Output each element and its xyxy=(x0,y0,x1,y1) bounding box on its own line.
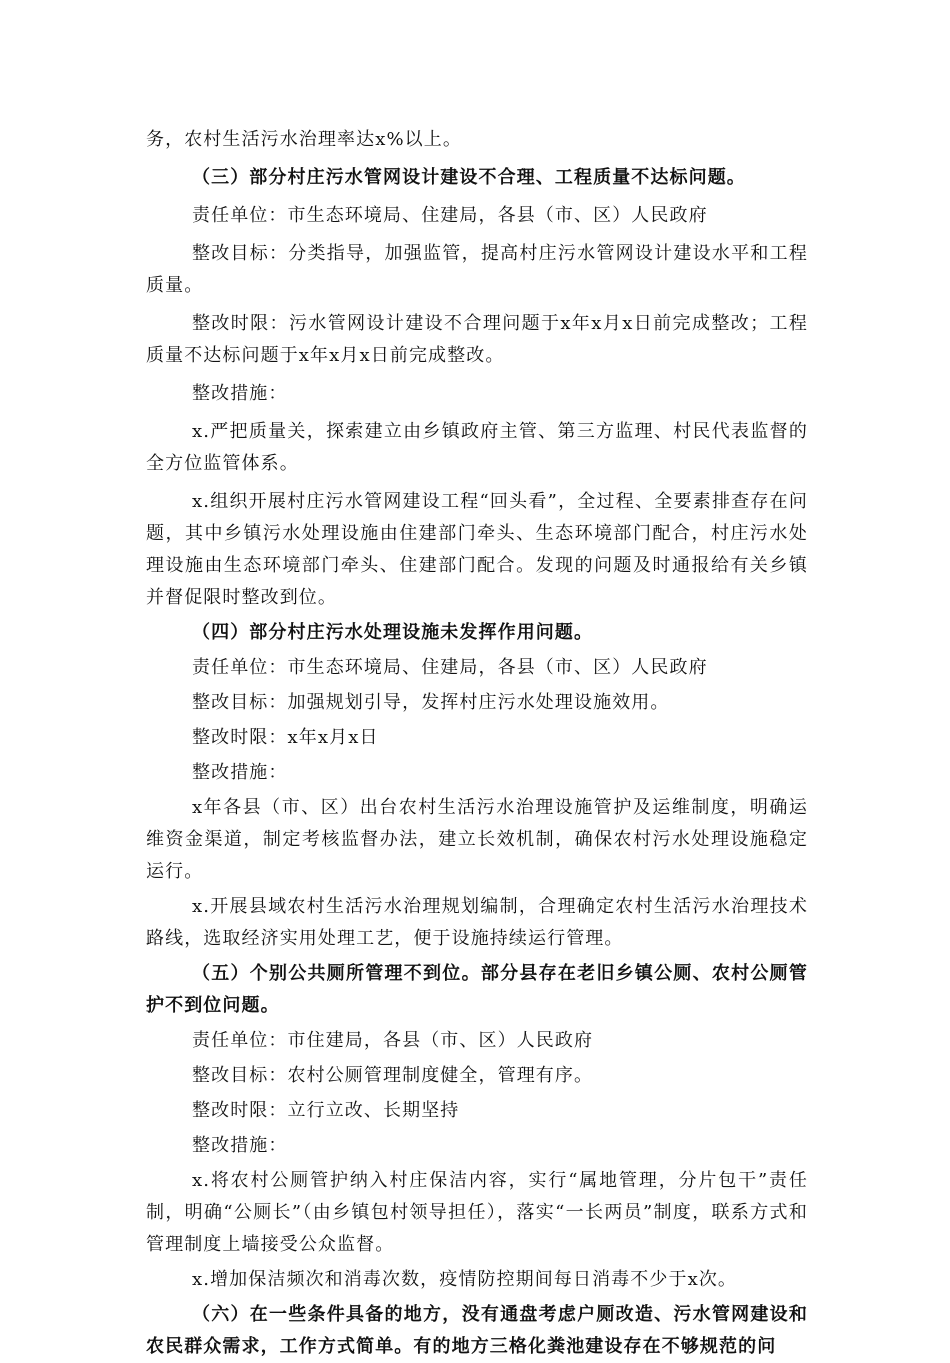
rectification-deadline-3: 整改时限：污水管网设计建设不合理问题于x年x月x日前完成整改；工程质量不达标问题于x年x月x日前完成整改。 xyxy=(146,313,808,366)
rectification-goal-4: 整改目标：加强规划引导，发挥村庄污水处理设施效用。 xyxy=(192,692,670,713)
measure-item: x.增加保洁频次和消毒次数，疫情防控期间每日消毒不少于x次。 xyxy=(192,1269,738,1290)
rectification-measures-label-3: 整改措施： xyxy=(192,383,288,404)
paragraph-continuation: 务，农村生活污水治理率达x%以上。 xyxy=(146,129,462,150)
responsible-units-3: 责任单位：市生态环境局、住建局，各县（市、区）人民政府 xyxy=(192,205,708,226)
rectification-goal-5: 整改目标：农村公厕管理制度健全，管理有序。 xyxy=(192,1065,594,1086)
measure-item: x.开展县域农村生活污水治理规划编制，合理确定农村生活污水治理技术路线，选取经济实用处理工艺，便于设施持续运行管理。 xyxy=(146,896,808,949)
document-body xyxy=(146,124,808,1363)
rectification-deadline-4: 整改时限：x年x月x日 xyxy=(192,727,379,748)
measure-item: x.组织开展村庄污水管网建设工程“回头看”，全过程、全要素排查存在问题，其中乡镇污水处理设施由住建部门牵头、生态环境部门配合，村庄污水处理设施由生态环境部门牵头、住建部门配合。发现的问题及时通报给有关乡镇并督促限时整改到位。 xyxy=(146,491,808,608)
responsible-units-5: 责任单位：市住建局，各县（市、区）人民政府 xyxy=(192,1030,594,1051)
measure-item: x年各县（市、区）出台农村生活污水治理设施管护及运维制度，明确运维资金渠道，制定考核监督办法，建立长效机制，确保农村污水处理设施稳定运行。 xyxy=(146,797,808,882)
responsible-units-4: 责任单位：市生态环境局、住建局，各县（市、区）人民政府 xyxy=(192,657,708,678)
rectification-deadline-5: 整改时限：立行立改、长期坚持 xyxy=(192,1100,460,1121)
rectification-measures-label-5: 整改措施： xyxy=(192,1135,288,1156)
rectification-goal-3: 整改目标：分类指导，加强监管，提高村庄污水管网设计建设水平和工程质量。 xyxy=(146,243,808,296)
section-heading-6: （六）在一些条件具备的地方，没有通盘考虑户厕改造、污水管网建设和农民群众需求，工作方式简单。有的地方三格化粪池建设存在不够规范的问 xyxy=(146,1304,808,1357)
section-heading-4: （四）部分村庄污水处理设施未发挥作用问题。 xyxy=(192,622,594,643)
measure-item: x.将农村公厕管护纳入村庄保洁内容，实行“属地管理，分片包干”责任制，明确“公厕长”（由乡镇包村领导担任），落实“一长两员”制度，联系方式和管理制度上墙接受公众监督。 xyxy=(146,1170,808,1255)
rectification-measures-label-4: 整改措施： xyxy=(192,762,288,783)
section-heading-3: （三）部分村庄污水管网设计建设不合理、工程质量不达标问题。 xyxy=(192,167,746,188)
section-heading-5: （五）个别公共厕所管理不到位。部分县存在老旧乡镇公厕、农村公厕管护不到位问题。 xyxy=(146,963,808,1016)
measure-item: x.严把质量关，探索建立由乡镇政府主管、第三方监理、村民代表监督的全方位监管体系。 xyxy=(146,421,808,474)
